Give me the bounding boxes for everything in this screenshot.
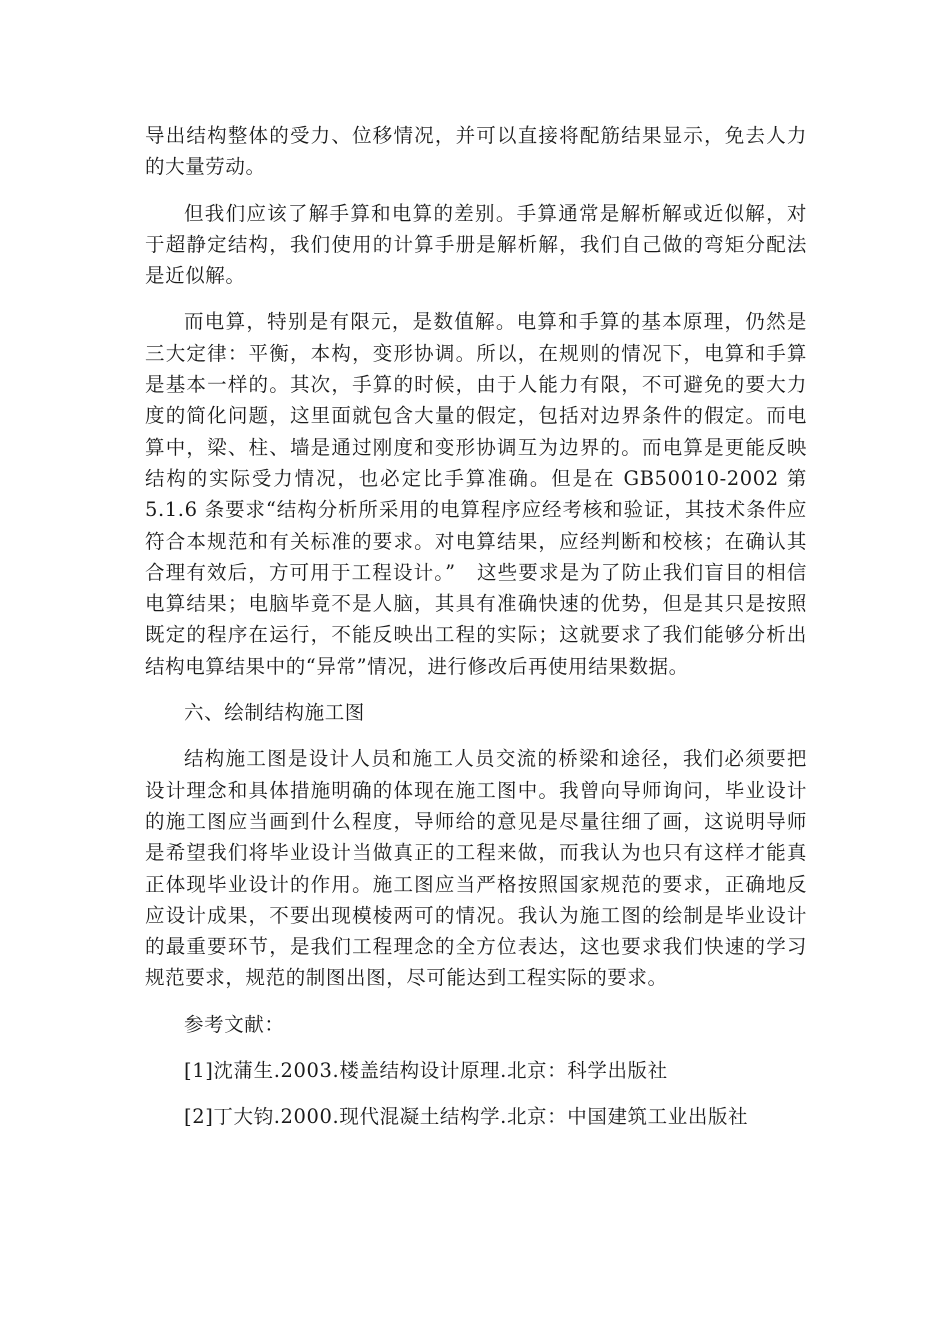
reference-item: [1]沈蒲生.2003.楼盖结构设计原理.北京：科学出版社 bbox=[184, 1059, 668, 1083]
paragraph-hand-vs-computer: 但我们应该了解手算和电算的差别。手算通常是解析解或近似解，对于超静定结构，我们使用的计算手册是解析解，我们自己做的弯矩分配法是近似解。 bbox=[145, 201, 807, 288]
paragraph-continuation: 导出结构整体的受力、位移情况，并可以直接将配筋结果显示，免去人力的大量劳动。 bbox=[145, 124, 807, 179]
paragraph-construction-drawings: 结构施工图是设计人员和施工人员交流的桥梁和途径，我们必须要把设计理念和具体措施明确的体现在施工图中。我曾向导师询问，毕业设计的施工图应当画到什么程度，导师给的意见是尽量往细了画，这说明导师是希望我们将毕业设计当做真正的工程来做，而我认为也只有这样才能真正体现毕业设计的作用。施工图应当严格按照国家规范的要求，正确地反应设计成果，不要出现模棱两可的情况。我认为施工图的绘制是毕业设计的最重要环节，是我们工程理念的全方位表达，这也要求我们快速的学习规范要求，规范的制图出图，尽可能达到工程实际的要求。 bbox=[145, 747, 807, 990]
references-heading: 参考文献： bbox=[184, 1012, 285, 1036]
section-heading: 六、绘制结构施工图 bbox=[184, 701, 365, 725]
reference-item: [2]丁大钧.2000.现代混凝土结构学.北京：中国建筑工业出版社 bbox=[184, 1105, 749, 1129]
document-page bbox=[145, 120, 807, 1133]
paragraph-numerical-solution: 而电算，特别是有限元，是数值解。电算和手算的基本原理，仍然是三大定律：平衡，本构，变形协调。所以，在规则的情况下，电算和手算是基本一样的。其次，手算的时候，由于人能力有限，不可避免的要大力度的简化问题，这里面就包含大量的假定，包括对边界条件的假定。而电算中，梁、柱、墙是通过刚度和变形协调互为边界的。而电算是更能反映结构的实际受力情况，也必定比手算准确。但是在 GB50010-2002 第 5.1.6 条要求“结构分析所采用的电算程序应经考核和验证，其技术条件应符合本规范和有关标准的要求。对电算结果，应经判断和校核；在确认其合理有效后，方可用于工程设计。” 这些要求是为了防止我们盲目的相信电算结果；电脑毕竟不是人脑，其具有准确快速的优势，但是其只是按照既定的程序在运行，不能反映出工程的实际；这就要求了我们能够分析出结构电算结果中的“异常”情况，进行修改后再使用结果数据。 bbox=[145, 310, 807, 678]
